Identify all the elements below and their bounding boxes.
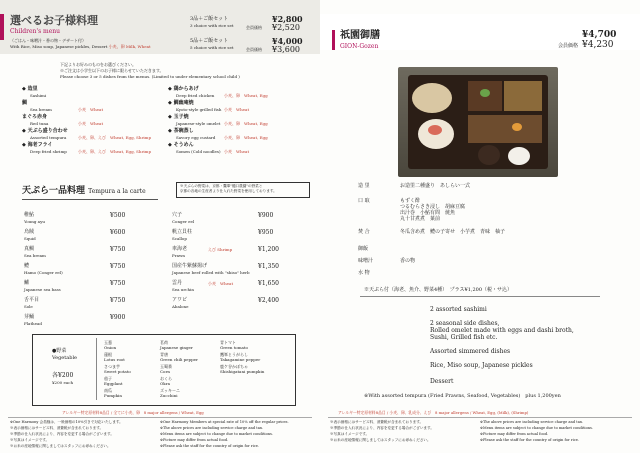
tempura-item-allergen: えび Shrimp xyxy=(208,247,233,252)
gion-member-label: 会員価格 xyxy=(558,43,579,49)
member-price: ¥3,600 xyxy=(272,45,300,54)
member-price: ¥2,520 xyxy=(272,23,300,32)
footer-note: ※Picture may differ from actual food. xyxy=(480,432,549,436)
vegetable-name: 蓮根 xyxy=(104,352,112,357)
notice-line: Please choose 3 or 5 dishes from the menus. (Limited to under elementary school child ) xyxy=(60,74,240,79)
footer-note: ※The above prices are including service charge and tax. xyxy=(480,420,584,424)
tempura-item-name: 雲丹 xyxy=(172,280,183,286)
garnish xyxy=(512,123,522,131)
tempura-item-price: ¥1,350 xyxy=(258,263,279,270)
tempura-option-en: ※With assorted tempura (Fried Prawns, Seafood, Vegetables) plus 1,200yen xyxy=(364,393,561,399)
kids-item-allergen: 小麦 Wheat xyxy=(224,149,250,154)
notice-line: ※ご注文は小学生以下のお子様に限らせていただきます。 xyxy=(60,68,164,73)
course-en: 2 seasonal side dishes, Rolled omelet made with eggs and dashi broth, Sushi, Grilled fish etc. xyxy=(430,320,574,341)
tempura-item-name: 車海老 xyxy=(172,246,188,252)
tempura-item-price: ¥500 xyxy=(110,212,126,219)
set-name-en: 3 choice with rice set xyxy=(190,23,234,28)
kids-item-en: Deep fried chicken xyxy=(176,93,215,98)
kids-menu-subtitle-allergen: 小麦、卵 xyxy=(108,44,125,49)
course-label: 御飯 xyxy=(358,246,369,252)
kids-item-name: 鯛 xyxy=(22,100,28,106)
course-en: Dessert xyxy=(430,378,454,385)
set-name: 5品＋ご飯セット xyxy=(190,38,229,44)
vegetable-name-en: Shishigatani pumpkin xyxy=(220,369,265,374)
tempura-item-name: 烏賊 xyxy=(24,229,35,235)
kids-item-name: ◆ 天ぷら盛り合わせ xyxy=(22,128,68,134)
footer-note: ※Menu items are subject to change due to market conditions. xyxy=(160,432,274,436)
kids-item-name: ◆ 玉子焼 xyxy=(168,114,189,120)
tempura-item-price: ¥1,200 xyxy=(258,246,279,253)
set-price: ¥4,000 xyxy=(272,36,303,46)
vegetable-name-en: Sweet potato xyxy=(104,369,131,374)
tempura-item-en: Sea bream xyxy=(24,253,46,258)
footer-note: ※Please ask the staff for the country of origin for rice. xyxy=(480,438,580,442)
rice-bowl xyxy=(508,147,530,165)
kids-menu-subtitle-en: With Rice, Miso soup, Japanese pickles, Dessert xyxy=(10,44,108,49)
vegetable-label: ●野菜 xyxy=(52,348,67,354)
tempura-item-en: Squid xyxy=(24,236,36,241)
vegetable-name-en: Green tomato xyxy=(220,345,248,350)
vegetable-name-en: Okra xyxy=(160,381,170,386)
member-label: 会員価格 xyxy=(246,47,262,52)
gion-gozen-photo xyxy=(398,67,558,177)
course-label: 造 里 xyxy=(358,183,370,189)
footer-note: ※季節の仕入れ状況により、内容を変更する場合がございます。 xyxy=(10,432,114,436)
course-text: もずく酢 つるむらさき浸し 胡麻豆腐 出汁巻 小鮎有問 焼魚 丸十甘煮煮 菓前 xyxy=(400,198,466,222)
vegetable-name: 茄子 xyxy=(104,376,112,381)
kids-item-en: Savory egg custard xyxy=(176,135,216,140)
vegetable-name-en: Eggplant xyxy=(104,381,123,386)
tempura-item-name: 帆立貝柱 xyxy=(172,229,193,235)
kids-item-en: Somen (Cold noodles) xyxy=(176,149,221,154)
notice-line: 下記よりお好みのものをお選びください。 xyxy=(60,62,136,67)
tempura-item-en: Young ayu xyxy=(24,219,45,224)
vegetable-name: 青唐 xyxy=(160,352,168,357)
allergy-line: アレルギー特定原材料8品目 / 小麦、卵、乳成分、えび 8 major allergens / Wheat, Egg, (Milk), (Shrimp) xyxy=(338,410,529,415)
gion-member-price: ¥4,230 xyxy=(582,40,614,50)
footer-note: ※表示価格にはサービス料、消費税が含まれております。 xyxy=(10,426,104,430)
vegetable-name: ズッキーニ xyxy=(160,388,180,393)
course-en: Rice, Miso soup, Japanese pickles xyxy=(430,362,533,369)
vegetable-name: 鷹峯とうがらし xyxy=(220,352,248,357)
vegetable-name: 鹿ケ谷かぼちゃ xyxy=(220,364,248,369)
vegetable-name: 茗荷 xyxy=(160,340,168,345)
alacarte-note: 京都の各地の生産者より仕入れた野菜を使用しております。 xyxy=(180,189,277,193)
tempura-item-price: ¥750 xyxy=(110,246,126,253)
kids-item-en: Kyoto-style grilled fish xyxy=(176,107,222,112)
kids-item-allergen: 小麦 Wheat xyxy=(78,121,104,126)
tempura-item-price: ¥750 xyxy=(110,280,126,287)
kids-item-allergen: 小麦、卵、えび Wheat, Egg, Shrimp xyxy=(78,149,152,154)
kids-item-name: ◆ そうめん xyxy=(168,142,194,148)
footer-note: ※One Harmony Members at special rate of 10% off the regular prices. xyxy=(160,420,289,424)
member-label: 会員価格 xyxy=(246,25,262,30)
footer-note: ※お米の産地情報に関しましてはスタッフにお尋ねください。 xyxy=(10,444,111,448)
vegetable-name: さつま芋 xyxy=(104,364,120,369)
alacarte-note: ※天ぷらの野菜は、京都・鷹峯"樋口農園"の野菜と xyxy=(180,184,263,188)
tempura-item-en: Conger eel xyxy=(172,219,195,224)
tempura-item-allergen: 小麦 Wheat xyxy=(208,281,234,286)
allergy-line: アレルギー特定原材料8品目 / 全てに小麦、卵 8 major allergens / Wheat, Egg xyxy=(62,410,204,415)
kids-item-name: まぐろ赤身 xyxy=(22,114,48,120)
tempura-item-price: ¥950 xyxy=(258,229,274,236)
vegetable-price-en: ¥200 each xyxy=(52,380,74,385)
course-en: Assorted simmered dishes xyxy=(430,348,511,355)
vegetable-label-en: Vegetable xyxy=(52,355,78,361)
vegetable-name-en: Lotus root xyxy=(104,357,125,362)
tempura-item-name: 舌平目 xyxy=(24,297,40,303)
tempura-item-price: ¥600 xyxy=(110,229,126,236)
course-label: 口 取 xyxy=(358,198,370,204)
tempura-item-price: ¥900 xyxy=(258,212,274,219)
vegetable-name-en: Onion xyxy=(104,345,117,350)
set-name-en: 5 choice with rice set xyxy=(190,45,234,50)
box-compartment xyxy=(468,115,542,143)
vegetable-name-en: Japanese ginger xyxy=(160,345,193,350)
miso-bowl xyxy=(478,145,500,165)
footer-note: ※The above prices are including service charge and tax. xyxy=(160,426,264,430)
tempura-item-en: Japanese beef rolled with "shiso" herb xyxy=(172,270,250,275)
vegetable-name: おくら xyxy=(160,376,172,381)
kids-item-allergen: 小麦、卵 Wheat, Egg xyxy=(224,93,268,98)
gion-title-en: GION-Gozen xyxy=(340,43,379,50)
kids-menu-title: 選べるお子様料理 xyxy=(10,14,98,27)
kids-item-en: Japanese-style omelet xyxy=(176,121,221,126)
footer-note: ※Picture may differ from actual food. xyxy=(160,438,229,442)
kids-item-en: Assorted tempura xyxy=(30,135,67,140)
gion-gozen-page xyxy=(320,0,640,453)
kids-item-allergen: 小麦、卵 Wheat, Egg xyxy=(224,135,268,140)
kids-menu-title-en: Children's menu xyxy=(10,28,61,35)
divider xyxy=(360,296,600,297)
alacarte-title xyxy=(22,186,146,197)
vegetable-name: 青トマト xyxy=(220,340,236,345)
tempura-item-price: ¥2,400 xyxy=(258,297,279,304)
tempura-item-en: Abalone xyxy=(172,304,189,309)
tempura-item-en: Flathead xyxy=(24,321,42,326)
tempura-item-name: 芽鯒 xyxy=(24,314,35,320)
footer-note: ※Menu items are subject to change due to market conditions. xyxy=(480,426,594,430)
sashimi xyxy=(428,125,442,135)
tempura-item-name: 穴子 xyxy=(172,212,183,218)
kids-item-allergen: 小麦 Wheat xyxy=(224,107,250,112)
kids-item-allergen: 小麦 Wheat xyxy=(78,107,104,112)
tempura-item-name: 鱧 xyxy=(24,263,30,269)
vegetable-name-en: Pumpkin xyxy=(104,393,122,398)
accent-bar xyxy=(332,30,335,50)
kids-item-name: ◆ 海老フライ xyxy=(22,142,53,148)
tempura-item-price: ¥900 xyxy=(110,314,126,321)
accent-bar xyxy=(0,14,4,40)
alacarte-title-jp: 天ぷら一品料理 xyxy=(22,186,86,196)
divider xyxy=(328,417,632,418)
vegetable-name-en: Zucchini xyxy=(160,393,178,398)
vegetable-name-en: Corn xyxy=(160,369,170,374)
divider xyxy=(8,417,312,418)
vegetable-name: 南瓜 xyxy=(104,388,112,393)
set-price: ¥2,800 xyxy=(272,14,303,24)
kids-item-name: ◆ 鶏からあげ xyxy=(168,86,199,92)
kids-item-allergen: 小麦、卵、えび Wheat, Egg, Shrimp xyxy=(78,135,152,140)
kids-menu-subtitle-allergen-en: Milk, Wheat xyxy=(125,44,151,49)
footer-note: ※表示価格にはサービス料、消費税が含まれております。 xyxy=(330,420,424,424)
kids-menu-subtitle: （ごはん・味噌汁・香の物・デザート付） xyxy=(10,38,86,43)
footer-note: ※Please ask the staff for the country of origin for rice. xyxy=(160,444,260,448)
vegetable-name-en: Green chili pepper xyxy=(160,357,198,362)
kids-item-en: Red tuna xyxy=(30,121,49,126)
course-text: 冬瓜含め煮 鱧の子寄せ 小芋煮 青味 柚子 xyxy=(400,229,506,235)
tempura-item-name: 稚鮎 xyxy=(24,212,35,218)
footer-note: ※季節の仕入れ状況により、内容を変更する場合がございます。 xyxy=(330,426,434,430)
footer-note: ※One Harmony 会員様は、一般価格の10%引きで対応いたします。 xyxy=(10,420,123,424)
kids-menu-subtitle-en-line xyxy=(10,44,200,49)
set-name: 3品＋ご飯セット xyxy=(190,16,229,22)
course-text: お造里二種盛り あしらい一式 xyxy=(400,183,471,189)
kids-item-name: ◆ 茶碗蒸し xyxy=(168,128,194,134)
box-compartment xyxy=(504,81,542,111)
tempura-item-en: Prawn xyxy=(172,253,185,258)
kids-item-name: ◆ 造里 xyxy=(22,86,38,92)
course-label: 水 物 xyxy=(358,270,370,276)
tempura-option-jp: ※天ぷら付（海老、魚介、野菜4種） プラス¥1,200（税・サ込） xyxy=(364,287,513,293)
tempura-item-name: アワビ xyxy=(172,297,188,303)
kids-item-name: ◆ 鯛幽庵焼 xyxy=(168,100,194,106)
course-label: 味噌汁 xyxy=(358,258,374,264)
tempura-item-name: 鱸 xyxy=(24,280,30,286)
kids-item-allergen: 小麦、卵 Wheat, Egg xyxy=(224,121,268,126)
tempura-item-price: ¥1,650 xyxy=(258,280,279,287)
bowl xyxy=(412,83,452,113)
course-en: 2 assorted sashimi xyxy=(430,306,487,313)
garnish xyxy=(480,89,490,97)
course-text: 香の物 xyxy=(400,258,416,264)
gion-price: ¥4,700 xyxy=(582,30,617,40)
divider xyxy=(22,199,158,200)
footer-note: ※写真はイメージです。 xyxy=(10,438,50,442)
tempura-item-en: Sole xyxy=(24,304,33,309)
tempura-item-price: ¥750 xyxy=(110,263,126,270)
tempura-item-price: ¥750 xyxy=(110,297,126,304)
vegetable-price: 各¥200 xyxy=(52,372,74,379)
kids-item-en: Sea bream xyxy=(30,107,52,112)
footer-note: ※お米の産地情報に関しましてはスタッフにお尋ねください。 xyxy=(330,438,431,442)
footer-note: ※写真はイメージです。 xyxy=(330,432,370,436)
tempura-item-name: 国産牛紫蘇揚げ xyxy=(172,263,208,269)
vegetable-name: 玉葱 xyxy=(104,340,112,345)
vegetable-divider xyxy=(96,338,97,400)
tempura-item-en: Scallop xyxy=(172,236,187,241)
tempura-item-name: 真鯛 xyxy=(24,246,35,252)
lacquer-tray xyxy=(408,75,548,169)
vegetable-name: 玉蜀黍 xyxy=(160,364,172,369)
tempura-item-en: Hamo (Conger eel) xyxy=(24,270,63,275)
kids-item-en: Sashimi xyxy=(30,93,47,98)
kids-item-en: Deep fried shrimp xyxy=(30,149,67,154)
tempura-item-en: Japanese sea bass xyxy=(24,287,61,292)
course-label: 焚 合 xyxy=(358,229,370,235)
vegetable-name-en: Takagamine pepper xyxy=(220,357,261,362)
tempura-item-en: Sea urchin xyxy=(172,287,194,292)
gion-title: 祇園御膳 xyxy=(340,30,380,41)
alacarte-title-en: Tempura a la carte xyxy=(88,188,146,195)
